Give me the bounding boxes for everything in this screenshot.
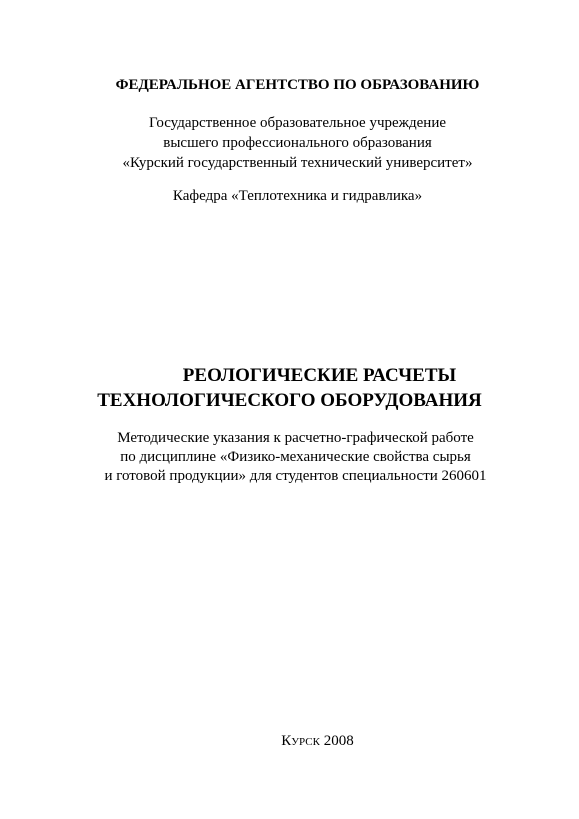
- publication-footer: [28, 733, 579, 750]
- publication-year: 2008: [323, 733, 354, 749]
- institution-line-1: Государственное образовательное учреждение: [148, 115, 447, 131]
- description-line-2: по дисциплине «Физико-механические свойства сырья: [120, 449, 471, 465]
- document-title-line-1: РЕОЛОГИЧЕСКИЕ РАСЧЕТЫ: [182, 365, 457, 386]
- institution-line-2: высшего профессионального образования: [163, 135, 432, 151]
- document-title-line-2: ТЕХНОЛОГИЧЕСКОГО ОБОРУДОВАНИЯ: [97, 390, 482, 411]
- description-line-3: и готовой продукции» для студентов специальности 260601: [104, 468, 487, 484]
- institution-line-3: «Курский государственный технический университет»: [122, 155, 473, 171]
- publication-city: Курск: [281, 733, 320, 749]
- department-line: Кафедра «Теплотехника и гидравлика»: [172, 188, 423, 204]
- description-line-1: Методические указания к расчетно-графической работе: [117, 430, 474, 446]
- agency-heading: ФЕДЕРАЛЬНОЕ АГЕНТСТВО ПО ОБРАЗОВАНИЮ: [115, 77, 480, 93]
